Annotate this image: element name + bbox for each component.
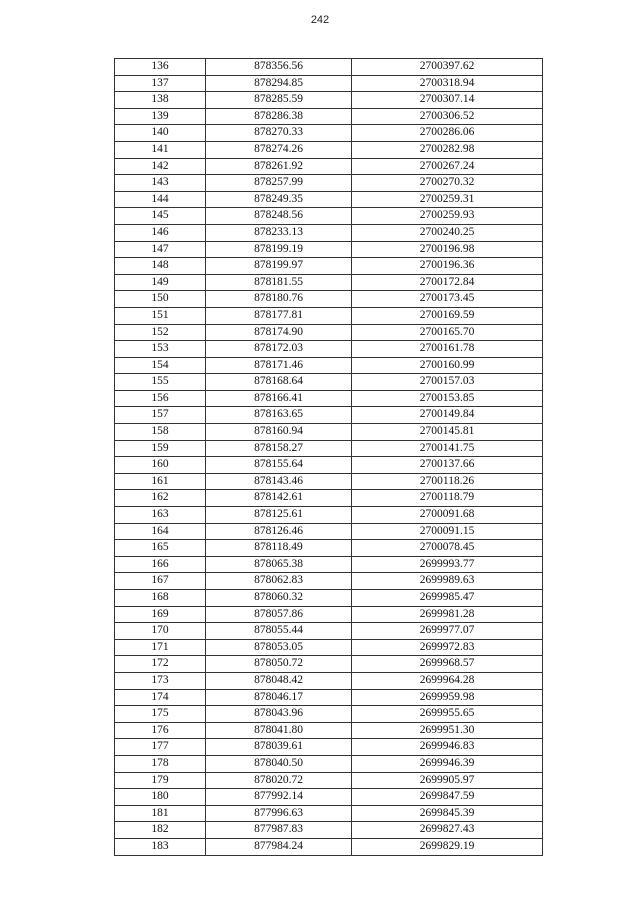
point-number-cell: 150 [115, 291, 206, 308]
point-number-cell: 152 [115, 324, 206, 341]
x-coordinate-cell: 878274.26 [206, 141, 352, 158]
point-number-cell: 142 [115, 158, 206, 175]
y-coordinate-cell: 2700118.26 [352, 473, 543, 490]
table-row [115, 208, 543, 225]
y-coordinate-cell: 2700091.68 [352, 507, 543, 524]
point-number-cell: 147 [115, 241, 206, 258]
table-row [115, 274, 543, 291]
y-coordinate-cell: 2699829.19 [352, 838, 543, 855]
point-number-cell: 137 [115, 75, 206, 92]
y-coordinate-cell: 2700306.52 [352, 108, 543, 125]
table-row [115, 224, 543, 241]
point-number-cell: 146 [115, 224, 206, 241]
point-number-cell: 151 [115, 307, 206, 324]
table-row [115, 158, 543, 175]
table-row [115, 822, 543, 839]
x-coordinate-cell: 878285.59 [206, 92, 352, 109]
y-coordinate-cell: 2699968.57 [352, 656, 543, 673]
point-number-cell: 139 [115, 108, 206, 125]
x-coordinate-cell: 878020.72 [206, 772, 352, 789]
y-coordinate-cell: 2700259.31 [352, 191, 543, 208]
y-coordinate-cell: 2700270.32 [352, 175, 543, 192]
y-coordinate-cell: 2700173.45 [352, 291, 543, 308]
x-coordinate-cell: 878248.56 [206, 208, 352, 225]
point-number-cell: 155 [115, 374, 206, 391]
table-row [115, 706, 543, 723]
y-coordinate-cell: 2700397.62 [352, 59, 543, 76]
table-row [115, 473, 543, 490]
point-number-cell: 182 [115, 822, 206, 839]
y-coordinate-cell: 2699946.39 [352, 755, 543, 772]
y-coordinate-cell: 2700160.99 [352, 357, 543, 374]
y-coordinate-cell: 2699905.97 [352, 772, 543, 789]
point-number-cell: 181 [115, 805, 206, 822]
point-number-cell: 168 [115, 590, 206, 607]
x-coordinate-cell: 878060.32 [206, 590, 352, 607]
point-number-cell: 140 [115, 125, 206, 142]
point-number-cell: 136 [115, 59, 206, 76]
point-number-cell: 177 [115, 739, 206, 756]
coordinates-table-body [115, 59, 543, 856]
y-coordinate-cell: 2700282.98 [352, 141, 543, 158]
y-coordinate-cell: 2700259.93 [352, 208, 543, 225]
x-coordinate-cell: 878160.94 [206, 424, 352, 441]
y-coordinate-cell: 2700286.06 [352, 125, 543, 142]
table-row [115, 590, 543, 607]
x-coordinate-cell: 878249.35 [206, 191, 352, 208]
table-row [115, 656, 543, 673]
table-row [115, 722, 543, 739]
x-coordinate-cell: 878046.17 [206, 689, 352, 706]
point-number-cell: 171 [115, 639, 206, 656]
table-row [115, 606, 543, 623]
table-row [115, 805, 543, 822]
x-coordinate-cell: 878294.85 [206, 75, 352, 92]
table-row [115, 739, 543, 756]
y-coordinate-cell: 2700196.98 [352, 241, 543, 258]
y-coordinate-cell: 2700153.85 [352, 390, 543, 407]
x-coordinate-cell: 878143.46 [206, 473, 352, 490]
table-row [115, 324, 543, 341]
x-coordinate-cell: 878174.90 [206, 324, 352, 341]
point-number-cell: 180 [115, 789, 206, 806]
y-coordinate-cell: 2699972.83 [352, 639, 543, 656]
table-row [115, 523, 543, 540]
x-coordinate-cell: 878261.92 [206, 158, 352, 175]
point-number-cell: 166 [115, 556, 206, 573]
table-row [115, 357, 543, 374]
point-number-cell: 144 [115, 191, 206, 208]
x-coordinate-cell: 878040.50 [206, 755, 352, 772]
table-row [115, 490, 543, 507]
x-coordinate-cell: 878053.05 [206, 639, 352, 656]
x-coordinate-cell: 878172.03 [206, 341, 352, 358]
point-number-cell: 163 [115, 507, 206, 524]
table-row [115, 92, 543, 109]
point-number-cell: 160 [115, 457, 206, 474]
y-coordinate-cell: 2700169.59 [352, 307, 543, 324]
x-coordinate-cell: 878041.80 [206, 722, 352, 739]
point-number-cell: 170 [115, 623, 206, 640]
point-number-cell: 173 [115, 672, 206, 689]
x-coordinate-cell: 878257.99 [206, 175, 352, 192]
x-coordinate-cell: 878166.41 [206, 390, 352, 407]
y-coordinate-cell: 2699985.47 [352, 590, 543, 607]
x-coordinate-cell: 877987.83 [206, 822, 352, 839]
y-coordinate-cell: 2700141.75 [352, 440, 543, 457]
point-number-cell: 149 [115, 274, 206, 291]
point-number-cell: 167 [115, 573, 206, 590]
y-coordinate-cell: 2699959.98 [352, 689, 543, 706]
table-row [115, 573, 543, 590]
x-coordinate-cell: 878126.46 [206, 523, 352, 540]
y-coordinate-cell: 2699827.43 [352, 822, 543, 839]
point-number-cell: 179 [115, 772, 206, 789]
y-coordinate-cell: 2699847.59 [352, 789, 543, 806]
x-coordinate-cell: 878057.86 [206, 606, 352, 623]
y-coordinate-cell: 2700307.14 [352, 92, 543, 109]
table-row [115, 672, 543, 689]
y-coordinate-cell: 2700240.25 [352, 224, 543, 241]
point-number-cell: 148 [115, 258, 206, 275]
point-number-cell: 159 [115, 440, 206, 457]
x-coordinate-cell: 878163.65 [206, 407, 352, 424]
table-row [115, 440, 543, 457]
x-coordinate-cell: 877992.14 [206, 789, 352, 806]
table-row [115, 556, 543, 573]
table-row [115, 291, 543, 308]
y-coordinate-cell: 2699951.30 [352, 722, 543, 739]
x-coordinate-cell: 878158.27 [206, 440, 352, 457]
table-row [115, 374, 543, 391]
table-row [115, 125, 543, 142]
table-row [115, 789, 543, 806]
point-number-cell: 158 [115, 424, 206, 441]
y-coordinate-cell: 2700145.81 [352, 424, 543, 441]
y-coordinate-cell: 2700165.70 [352, 324, 543, 341]
table-row [115, 108, 543, 125]
x-coordinate-cell: 878043.96 [206, 706, 352, 723]
x-coordinate-cell: 878039.61 [206, 739, 352, 756]
y-coordinate-cell: 2700172.84 [352, 274, 543, 291]
x-coordinate-cell: 878125.61 [206, 507, 352, 524]
point-number-cell: 157 [115, 407, 206, 424]
y-coordinate-cell: 2699964.28 [352, 672, 543, 689]
y-coordinate-cell: 2699946.83 [352, 739, 543, 756]
table-row [115, 241, 543, 258]
table-row [115, 755, 543, 772]
y-coordinate-cell: 2700196.36 [352, 258, 543, 275]
point-number-cell: 161 [115, 473, 206, 490]
x-coordinate-cell: 878155.64 [206, 457, 352, 474]
y-coordinate-cell: 2700161.78 [352, 341, 543, 358]
table-row [115, 457, 543, 474]
x-coordinate-cell: 878055.44 [206, 623, 352, 640]
table-row [115, 772, 543, 789]
point-number-cell: 156 [115, 390, 206, 407]
point-number-cell: 153 [115, 341, 206, 358]
x-coordinate-cell: 878048.42 [206, 672, 352, 689]
x-coordinate-cell: 878177.81 [206, 307, 352, 324]
y-coordinate-cell: 2699955.65 [352, 706, 543, 723]
page-number: 242 [310, 14, 330, 26]
y-coordinate-cell: 2699993.77 [352, 556, 543, 573]
table-row [115, 424, 543, 441]
table-row [115, 507, 543, 524]
coordinates-table [114, 58, 543, 856]
table-row [115, 141, 543, 158]
table-row [115, 75, 543, 92]
table-row [115, 540, 543, 557]
point-number-cell: 162 [115, 490, 206, 507]
x-coordinate-cell: 878118.49 [206, 540, 352, 557]
table-row [115, 59, 543, 76]
point-number-cell: 138 [115, 92, 206, 109]
point-number-cell: 154 [115, 357, 206, 374]
y-coordinate-cell: 2700157.03 [352, 374, 543, 391]
x-coordinate-cell: 878065.38 [206, 556, 352, 573]
x-coordinate-cell: 878199.19 [206, 241, 352, 258]
y-coordinate-cell: 2700078.45 [352, 540, 543, 557]
point-number-cell: 164 [115, 523, 206, 540]
y-coordinate-cell: 2700091.15 [352, 523, 543, 540]
y-coordinate-cell: 2699981.28 [352, 606, 543, 623]
table-row [115, 689, 543, 706]
x-coordinate-cell: 878168.64 [206, 374, 352, 391]
y-coordinate-cell: 2700149.84 [352, 407, 543, 424]
table-row [115, 390, 543, 407]
x-coordinate-cell: 878050.72 [206, 656, 352, 673]
y-coordinate-cell: 2700267.24 [352, 158, 543, 175]
y-coordinate-cell: 2700318.94 [352, 75, 543, 92]
y-coordinate-cell: 2699977.07 [352, 623, 543, 640]
table-row [115, 341, 543, 358]
point-number-cell: 178 [115, 755, 206, 772]
y-coordinate-cell: 2700137.66 [352, 457, 543, 474]
y-coordinate-cell: 2700118.79 [352, 490, 543, 507]
point-number-cell: 175 [115, 706, 206, 723]
table-row [115, 639, 543, 656]
x-coordinate-cell: 877984.24 [206, 838, 352, 855]
y-coordinate-cell: 2699989.63 [352, 573, 543, 590]
x-coordinate-cell: 878270.33 [206, 125, 352, 142]
table-row [115, 175, 543, 192]
x-coordinate-cell: 878286.38 [206, 108, 352, 125]
x-coordinate-cell: 878062.83 [206, 573, 352, 590]
point-number-cell: 172 [115, 656, 206, 673]
x-coordinate-cell: 878180.76 [206, 291, 352, 308]
y-coordinate-cell: 2699845.39 [352, 805, 543, 822]
x-coordinate-cell: 878356.56 [206, 59, 352, 76]
x-coordinate-cell: 877996.63 [206, 805, 352, 822]
table-row [115, 623, 543, 640]
point-number-cell: 169 [115, 606, 206, 623]
table-row [115, 407, 543, 424]
table-row [115, 838, 543, 855]
x-coordinate-cell: 878142.61 [206, 490, 352, 507]
table-row [115, 258, 543, 275]
point-number-cell: 176 [115, 722, 206, 739]
point-number-cell: 183 [115, 838, 206, 855]
point-number-cell: 141 [115, 141, 206, 158]
x-coordinate-cell: 878233.13 [206, 224, 352, 241]
table-row [115, 307, 543, 324]
point-number-cell: 143 [115, 175, 206, 192]
x-coordinate-cell: 878171.46 [206, 357, 352, 374]
point-number-cell: 165 [115, 540, 206, 557]
point-number-cell: 174 [115, 689, 206, 706]
point-number-cell: 145 [115, 208, 206, 225]
table-row [115, 191, 543, 208]
x-coordinate-cell: 878181.55 [206, 274, 352, 291]
x-coordinate-cell: 878199.97 [206, 258, 352, 275]
